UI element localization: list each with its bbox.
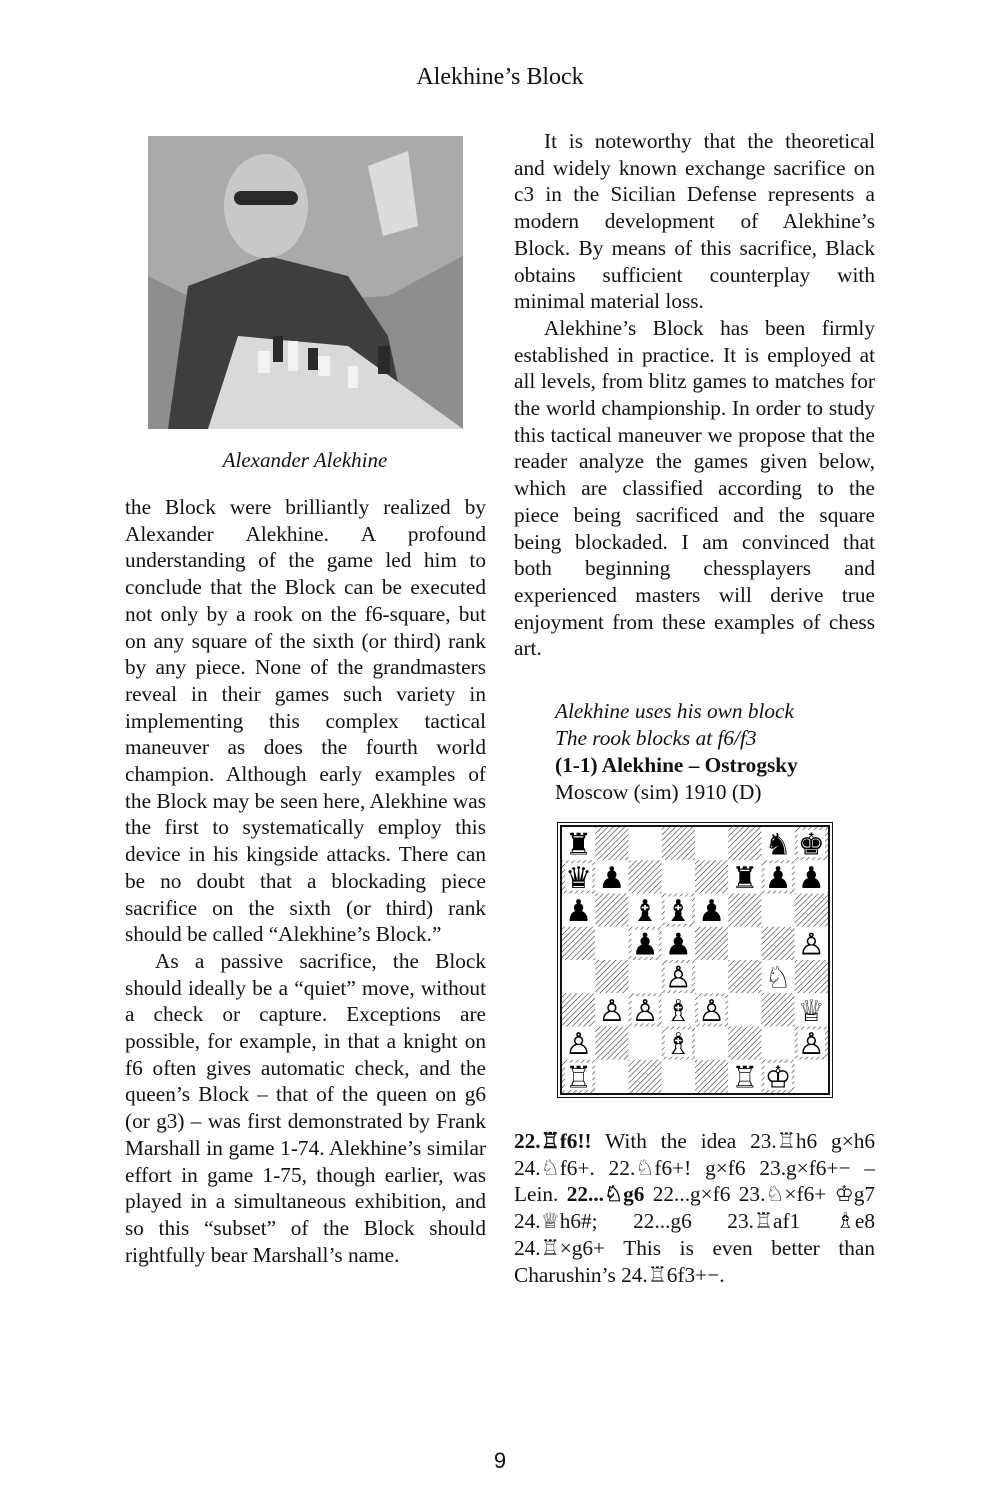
black-pawn-icon: ♟: [598, 860, 626, 896]
board-square: [662, 860, 695, 893]
white-pawn-icon: ♙: [797, 927, 825, 963]
board-square: [662, 1060, 695, 1093]
white-pawn-icon: ♙: [565, 1027, 593, 1063]
white-pawn-icon: ♙: [631, 993, 659, 1029]
board-square: [562, 927, 595, 960]
board-square: [728, 927, 761, 960]
white-knight-icon: ♘: [764, 960, 792, 996]
board-square: [762, 993, 795, 1026]
move-22-notes: With the idea 23.♖h6 g×h6 24.♘f6+. 22.♘f6+! g×f6 23.g×f6+− – Lein.: [514, 1129, 875, 1207]
black-pawn-icon: ♟: [698, 894, 726, 930]
board-square: [629, 1027, 662, 1060]
board-square: [795, 894, 828, 927]
board-square: [695, 960, 728, 993]
board-square: [728, 993, 761, 1026]
white-pawn-icon: ♙: [598, 993, 626, 1029]
black-bishop-icon: ♝: [631, 894, 659, 930]
board-square: [562, 993, 595, 1026]
black-pawn-icon: ♟: [797, 860, 825, 896]
board-square: [728, 1027, 761, 1060]
board-square: [795, 1060, 828, 1093]
black-pawn-icon: ♟: [565, 894, 593, 930]
chess-board: [562, 827, 828, 1093]
board-square: [762, 1027, 795, 1060]
board-square: [629, 960, 662, 993]
white-pawn-icon: ♙: [664, 960, 692, 996]
alekhine-photo: [148, 136, 463, 429]
game-subtitle: The rook blocks at f6/f3: [555, 726, 757, 750]
board-square: [595, 1060, 628, 1093]
board-square: [695, 1060, 728, 1093]
board-square: [562, 960, 595, 993]
board-square: [728, 827, 761, 860]
game-event: Moscow (sim) 1910 (D): [555, 780, 762, 804]
board-square: [762, 927, 795, 960]
black-rook-icon: ♜: [565, 827, 593, 863]
chess-diagram: [560, 825, 830, 1095]
page-number: 9: [493, 1448, 507, 1473]
white-pawn-icon: ♙: [698, 993, 726, 1029]
black-bishop-icon: ♝: [664, 894, 692, 930]
white-pawn-icon: ♙: [797, 1027, 825, 1063]
game-section-title: Alekhine uses his own block: [555, 699, 794, 723]
black-pawn-icon: ♟: [764, 860, 792, 896]
board-square: [662, 827, 695, 860]
white-bishop-icon: ♗: [664, 993, 692, 1029]
white-king-icon: ♔: [764, 1060, 792, 1093]
left-column-text: [125, 494, 486, 1268]
board-square: [695, 1027, 728, 1060]
board-square: [595, 927, 628, 960]
board-square: [629, 1060, 662, 1093]
board-square: [695, 860, 728, 893]
black-knight-icon: ♞: [764, 827, 792, 863]
board-square: [629, 827, 662, 860]
board-square: [728, 894, 761, 927]
black-queen-icon: ♛: [565, 860, 593, 896]
white-rook-icon: ♖: [565, 1060, 593, 1093]
board-square: [762, 894, 795, 927]
right-paragraph-1: It is noteworthy that the theoretical and widely known exchange sacrifice on c3 in the Sicilian Defense represents a modern development of Alekhine’s Block. By means of this sacrifice, Black obtains sufficient counterplay with minimal material loss.: [514, 129, 875, 314]
move-22-white: 22.♖f6!!: [514, 1129, 592, 1153]
right-column-text: [514, 128, 875, 662]
black-rook-icon: ♜: [731, 860, 759, 896]
black-king-icon: ♚: [797, 827, 825, 863]
board-square: [629, 860, 662, 893]
board-square: [695, 927, 728, 960]
left-paragraph-2: As a passive sacrifice, the Block should ideally be a “quiet” move, without a check or capture. Exceptions are possible, for example, in that a knight on f6 often gives automatic check, and the queen’s Block – that of the queen on g6 (or g3) – was first demonstrated by Frank Marshall in game 1-74. Alekhine’s similar effort in game 1-75, though earlier, was played in a simultaneous exhibition, and so this “subset” of the Block should rightfully bear Marshall’s name.: [125, 948, 486, 1267]
move-22-black-notes: 22...g×f6 23.♘×f6+ ♔g7 24.♕h6#; 22...g6 23.♖af1 ♗e8 24.♖×g6+ This is even better than Charushin’s 24.♖6f3+−.: [514, 1182, 875, 1287]
game-moves: [514, 1128, 875, 1288]
running-head: Alekhine’s Block: [416, 64, 584, 90]
game-header: [555, 698, 885, 806]
game-heading: (1-1) Alekhine – Ostrogsky: [555, 753, 798, 777]
right-paragraph-2: Alekhine’s Block has been firmly established in practice. It is employed at all levels, from blitz games to matches for the world championship. In order to study this tactical maneuver we propose that the reader analyze the games given below, which are classified according to the piece being sacrificed and the square being blockaded. I am convinced that both beginning chessplayers and experienced masters will derive true enjoyment from these examples of chess art.: [514, 315, 875, 661]
board-square: [695, 827, 728, 860]
board-square: [595, 827, 628, 860]
board-square: [595, 960, 628, 993]
board-square: [595, 894, 628, 927]
photo-caption: Alexander Alekhine: [222, 448, 388, 472]
white-rook-icon: ♖: [731, 1060, 759, 1093]
black-pawn-icon: ♟: [664, 927, 692, 963]
board-square: [728, 960, 761, 993]
move-22-black: 22...♘g6: [566, 1182, 645, 1207]
white-queen-icon: ♕: [797, 993, 825, 1029]
black-pawn-icon: ♟: [631, 927, 659, 963]
left-paragraph-1: the Block were brilliantly realized by Alexander Alekhine. A profound understanding of the game led him to conclude that the Block can be executed not only by a rook on the f6-square, but on any square of the sixth (or third) rank by any piece. None of the grandmasters reveal in their games such variety in implementing this complex tactical maneuver as does the fourth world champion. Although early examples of the Block may be seen here, Alekhine was the first to systematically employ this device in his kingside attacks. There can be no doubt that a blockading piece sacrifice on the sixth (or third) rank should be called “Alekhine’s Block.”: [125, 495, 486, 947]
board-square: [595, 1027, 628, 1060]
board-square: [795, 960, 828, 993]
white-bishop-icon: ♗: [664, 1027, 692, 1063]
